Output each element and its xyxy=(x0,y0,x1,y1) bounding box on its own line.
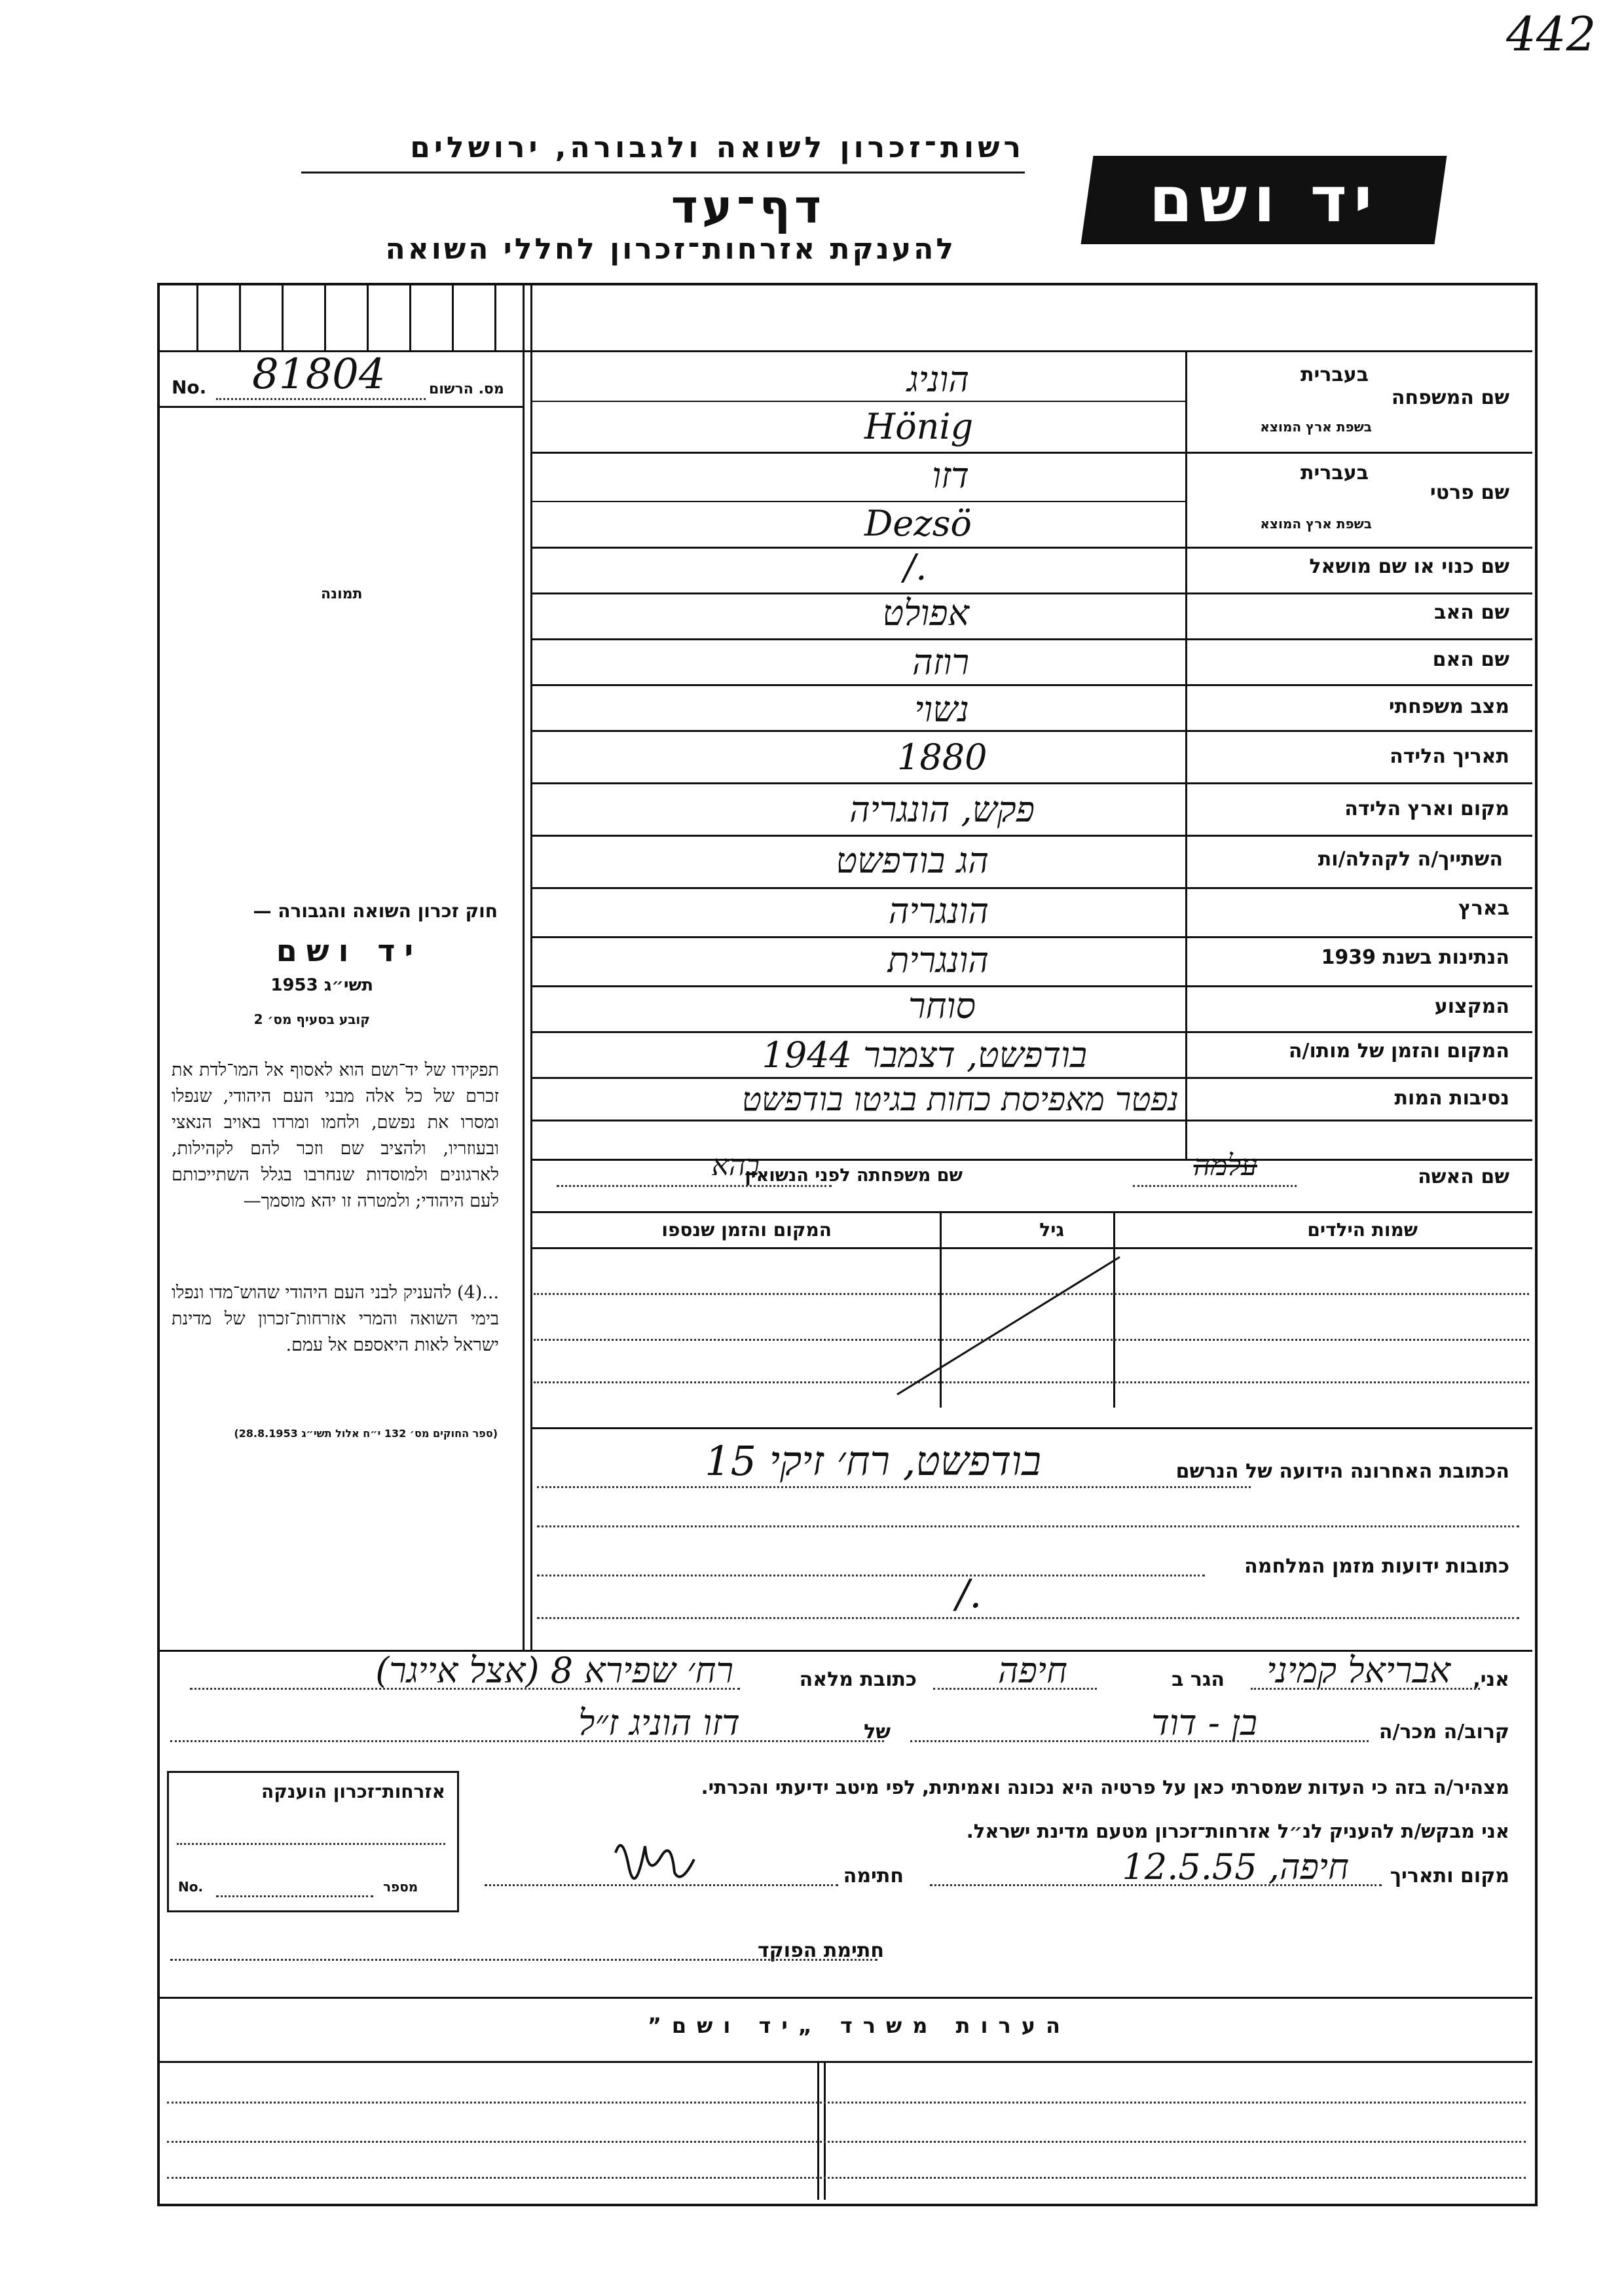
marital-label: מצב משפחתי xyxy=(1388,695,1509,718)
law-paragraph-2: ...(4) להעניק לבני העם היהודי שהוש־מדו ונפלו בימי השואה והמרי אזרחות־זכרון של מדינת ישראל לאות היאספם אל עמם. xyxy=(172,1283,499,1355)
registration-number: 81804 xyxy=(252,350,386,399)
ani-label: אני, xyxy=(1473,1668,1509,1691)
request-text: אני מבקש/ת להעניק לנ״ל אזרחות־זכרון מטעם מדינת ישראל. xyxy=(966,1820,1509,1842)
last-address-label-sub: של הנרשם xyxy=(1175,1460,1272,1483)
birth-date-label: תאריך הלידה xyxy=(1390,745,1509,768)
cert-box-title: אזרחות־זכרון הוענקה xyxy=(261,1781,445,1802)
father-value: אפולט xyxy=(882,592,969,634)
address-dotted-line xyxy=(537,1617,1519,1619)
relation-value: בן - דוד xyxy=(1151,1702,1257,1743)
officer-signature-label: חתימת הפוקד xyxy=(758,1939,884,1962)
strip-cell xyxy=(196,285,198,350)
address-dotted-line xyxy=(537,1486,1251,1488)
left-column-divider xyxy=(530,285,532,1650)
authority-heading: רשות־זכרון לשואה ולגבורה, ירושלים xyxy=(410,131,1025,164)
row-line xyxy=(530,684,1532,686)
law-footnote: (ספר החוקים מס׳ 132 י״ח אלול תשי״ג 28.8.1953) xyxy=(234,1427,498,1440)
first-name-label: שם פרטי xyxy=(1430,481,1509,504)
law-year: תשי״ג 1953 xyxy=(270,975,373,995)
law-clause: קובע בסעיף מס׳ 2 xyxy=(253,1011,370,1027)
row-line xyxy=(530,1077,1532,1079)
strip-cell xyxy=(494,285,496,350)
profession-label: המקצוע xyxy=(1434,995,1509,1018)
country-label: בארץ xyxy=(1458,897,1509,920)
last-address-label-main: הכתובת האחרונה הידועה xyxy=(1279,1460,1509,1483)
place-date-value: חיפה, 12.5.55 xyxy=(1122,1846,1349,1887)
row-line xyxy=(530,401,1185,402)
declarant-city: חיפה xyxy=(997,1650,1067,1691)
birth-date-value: 1880 xyxy=(897,737,987,778)
page-title: דף־עד xyxy=(671,180,825,234)
declarant-name: אבריאל קמיני xyxy=(1266,1650,1450,1691)
row-line xyxy=(530,592,1532,594)
strip-cell xyxy=(324,285,326,350)
page-subtitle: להענקת אזרחות־זכרון לחללי השואה xyxy=(385,232,956,266)
resides-label: הגר ב xyxy=(1172,1668,1225,1691)
death-circ-value: נפטר מאפיסת כחות בגיטו בודפשט xyxy=(741,1080,1179,1118)
signature-scribble xyxy=(609,1827,701,1892)
relation-label: קרוב/ה מכר/ה xyxy=(1378,1721,1509,1743)
address-dotted-line xyxy=(537,1575,1205,1576)
cert-dotted-line xyxy=(216,1895,373,1897)
officer-dotted-line xyxy=(170,1959,877,1961)
declarant-address: רח׳ שפירא 8 (אצל אייגר) xyxy=(375,1650,733,1691)
death-place-value: בודפשט, דצמבר 1944 xyxy=(762,1034,1087,1076)
wife-maiden-dotted-line xyxy=(557,1185,832,1187)
declaration-text: מצהיר/ה בזה כי העדות שמסרתי כאן על פרטיה היא נכונה ואמיתית, לפי מיטב ידיעתי והכרתי. xyxy=(701,1776,1509,1798)
office-notes-header-bottom xyxy=(160,2061,1532,2063)
notes-dotted-line xyxy=(167,2177,1526,2179)
notes-dotted-line xyxy=(167,2141,1526,2143)
address-dotted-line xyxy=(537,1525,1519,1527)
mother-label: שם האם xyxy=(1432,648,1509,671)
row-line xyxy=(530,1211,1532,1213)
war-address-label: כתובות ידועות מזמן המלחמה xyxy=(1244,1555,1509,1578)
first-hebrew-label: בעברית xyxy=(1301,462,1369,484)
notes-dotted-line xyxy=(167,2102,1526,2104)
row-line xyxy=(530,501,1185,502)
children-table-bottom xyxy=(530,1427,1532,1429)
office-notes-divider-2 xyxy=(824,2062,826,2200)
strip-cell xyxy=(452,285,454,350)
authority-underline xyxy=(301,172,1025,173)
citizenship-value: הונגרית xyxy=(887,939,989,981)
country-value: הונגריה xyxy=(888,890,989,932)
birth-place-label: מקום וארץ הלידה xyxy=(1344,797,1509,820)
yad-vashem-logo xyxy=(1081,156,1447,244)
row-line xyxy=(530,887,1532,889)
cert-dotted-line xyxy=(177,1843,445,1845)
row-line xyxy=(530,1120,1532,1121)
children-age-header: גיל xyxy=(1039,1219,1064,1241)
left-column-divider-2 xyxy=(523,285,525,1650)
citizenship-label: הנתינות בשנת 1939 xyxy=(1321,946,1509,969)
nickname-value: /. xyxy=(904,547,927,588)
place-date-label: מקום ותאריך xyxy=(1390,1865,1509,1887)
row-line xyxy=(530,1159,1532,1161)
birth-place-value: פקש, הונגריה xyxy=(849,789,1035,830)
children-strike-line xyxy=(891,1247,1139,1404)
strip-cell xyxy=(239,285,241,350)
photo-label: תמונה xyxy=(321,586,363,602)
row-line xyxy=(530,985,1532,987)
strip-cell xyxy=(409,285,411,350)
children-place-header: המקום והזמן שנספו xyxy=(661,1219,832,1241)
community-label: השתייך/ה לקהלה/ות xyxy=(1318,848,1503,871)
wife-dotted-line xyxy=(1133,1185,1297,1187)
community-value: הג בודפשט xyxy=(836,840,989,881)
family-hebrew-label: בעברית xyxy=(1301,363,1369,386)
first-name-he-value: דזו xyxy=(932,455,969,496)
law-paragraph-1: תפקידו של יד־ושם הוא לאסוף אל המו־לדת את זכרם של כל אלה מבני העם היהודי, שנפלו ומסרו את נפשם, ולחמו ומרדו באויב הנאצי ובעוזריו, ולהציב שם וזכר להם לקהילות, לארגונים ולמוסדות שנחרבו בגלל השתייכותם לעם היהודי; ולמטרה זו יהא מוסמך— xyxy=(172,1060,499,1211)
page-number: 442 xyxy=(1506,7,1596,62)
war-address-value: /. xyxy=(956,1571,982,1617)
law-title: חוק זכרון השואה והגבורה — xyxy=(253,900,498,922)
registration-label: מס. הרשום xyxy=(429,381,504,397)
row-line xyxy=(530,452,1532,454)
family-name-orig-value: Hönig xyxy=(864,406,974,447)
last-address-value: בודפשט, רח׳ זיקי 15 xyxy=(705,1437,1041,1485)
children-names-header: שמות הילדים xyxy=(1307,1219,1418,1241)
family-name-he-value: הוניג xyxy=(906,359,969,400)
first-origin-label: בשפת ארץ המוצא xyxy=(1260,516,1372,532)
family-origin-label: בשפת ארץ המוצא xyxy=(1260,419,1372,435)
law-org: יד ושם xyxy=(276,933,422,968)
death-place-label: המקום והזמן של מותו/ה xyxy=(1288,1040,1509,1063)
address-full-label: כתובת מלאה xyxy=(799,1668,917,1691)
declarant-dotted-line xyxy=(170,1740,884,1742)
wife-name-value: עלמה xyxy=(1193,1149,1257,1182)
office-notes-label: הערות משרד „יד ושם” xyxy=(647,2013,1071,2038)
row-line xyxy=(530,1031,1532,1033)
signature-label: חתימה xyxy=(843,1865,904,1887)
first-name-orig-value: Dezsö xyxy=(864,503,972,544)
nickname-label: שם כנוי או שם מושאל xyxy=(1309,555,1509,578)
declarant-dotted-line xyxy=(910,1740,1369,1742)
marital-value: נשוי xyxy=(914,689,969,730)
row-line xyxy=(530,730,1532,732)
father-label: שם האב xyxy=(1434,601,1509,624)
of-label: של xyxy=(864,1721,891,1743)
registration-row-bottom xyxy=(160,406,524,408)
strip-cell xyxy=(367,285,369,350)
cert-num-label: מספר xyxy=(383,1879,418,1895)
label-column-divider xyxy=(1185,350,1187,1159)
last-address-label xyxy=(1176,1460,1509,1483)
logo-text: יד ושם xyxy=(1149,163,1379,236)
wife-maiden-label: שם משפחתה לפני הנשואין xyxy=(745,1165,963,1186)
office-notes-top xyxy=(160,1997,1532,1999)
family-name-label: שם המשפחה xyxy=(1391,386,1509,409)
row-line xyxy=(530,638,1532,640)
row-line xyxy=(530,835,1532,837)
row-line xyxy=(530,547,1532,549)
row-line xyxy=(530,936,1532,938)
wife-label: שם האשה xyxy=(1418,1165,1509,1188)
death-circ-label: נסיבות המות xyxy=(1394,1087,1509,1110)
row-line xyxy=(530,782,1532,784)
profession-value: סוחר xyxy=(908,985,976,1027)
mother-value: רוזה xyxy=(912,642,969,683)
cert-no-label: No. xyxy=(178,1879,204,1895)
registration-no-label: No. xyxy=(172,376,207,398)
wife-maiden-value: בהא xyxy=(711,1149,760,1182)
of-value: דזו הוניג ז״ל xyxy=(578,1702,740,1743)
strip-cell xyxy=(282,285,284,350)
office-notes-divider xyxy=(817,2062,819,2200)
